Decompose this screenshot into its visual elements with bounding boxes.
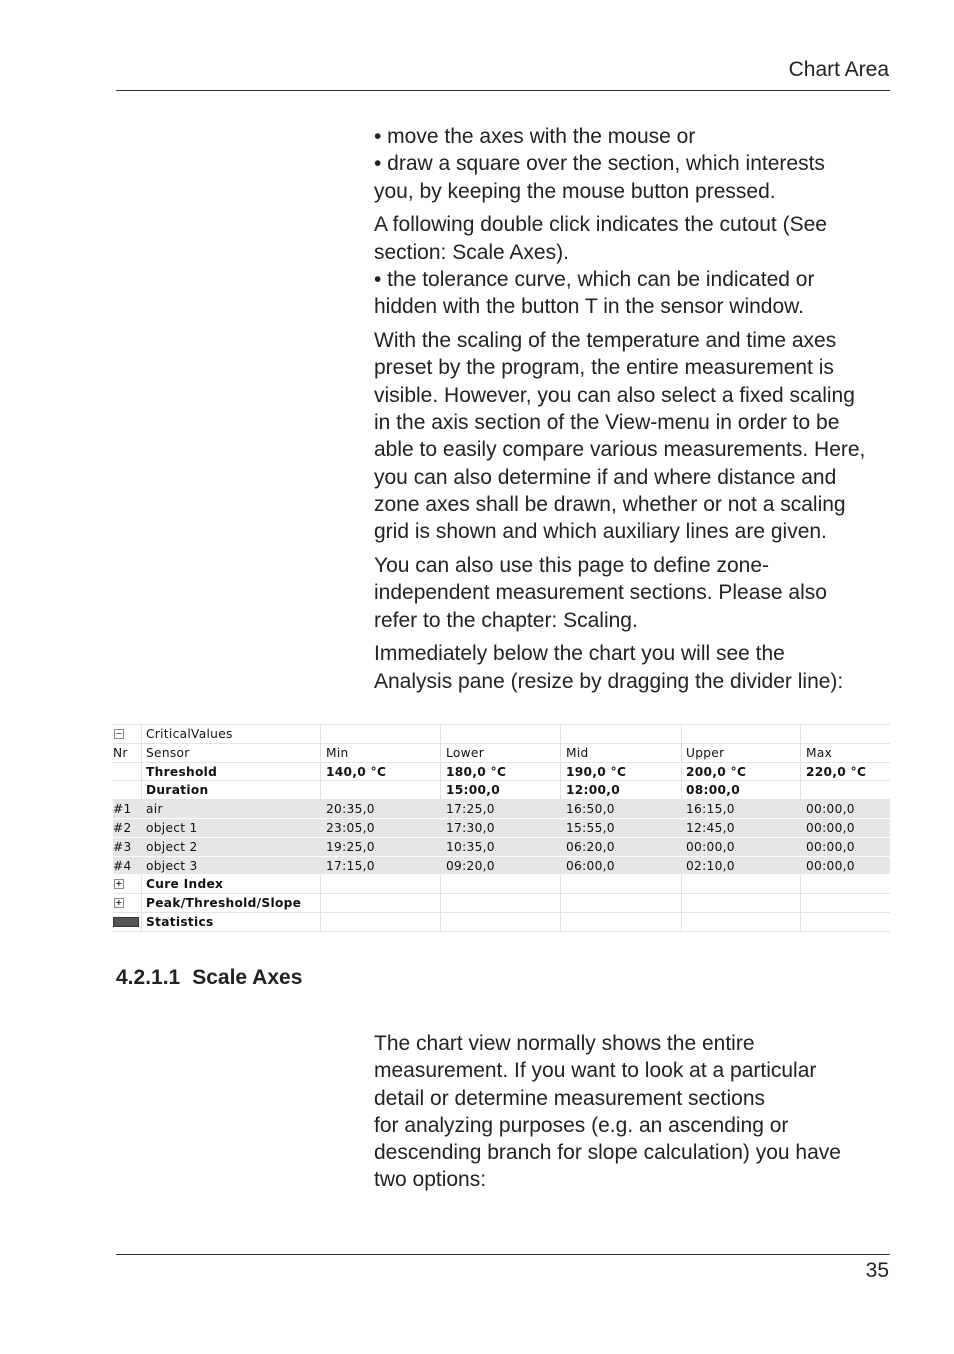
text-line: you, by keeping the mouse button pressed.	[374, 179, 776, 203]
table-cell: 00:00,0	[806, 839, 855, 854]
paragraph	[374, 640, 894, 695]
expand-icon[interactable]: +	[115, 898, 123, 908]
section-number: 4.2.1.1	[116, 966, 181, 989]
paragraph	[374, 552, 894, 634]
column-header[interactable]: Upper	[686, 745, 725, 760]
table-cell: 23:05,0	[326, 820, 375, 835]
column-header[interactable]: Max	[806, 745, 833, 760]
table-cell: 17:25,0	[446, 802, 495, 817]
table-cell: 200,0 °C	[686, 764, 747, 779]
column-header-row	[113, 744, 890, 763]
table-row[interactable]	[113, 819, 890, 838]
table-cell: object 1	[146, 820, 198, 835]
table-cell: 220,0 °C	[806, 764, 867, 779]
table-cell: 20:35,0	[326, 802, 375, 817]
collapse-icon[interactable]: −	[115, 729, 123, 738]
group-label: Peak/Threshold/Slope	[146, 896, 302, 911]
text-line: in the axis section of the View-menu in order to be	[374, 410, 840, 434]
page-number: 35	[865, 1259, 889, 1282]
footer-rule	[116, 1254, 890, 1255]
text-line: grid is shown and which auxiliary lines are given.	[374, 520, 827, 544]
paragraph	[374, 211, 894, 320]
group-label: Cure Index	[146, 877, 224, 892]
expand-icon[interactable]	[113, 917, 139, 927]
table-cell: 08:00,0	[686, 783, 741, 798]
text-line: With the scaling of the temperature and time axes	[374, 329, 837, 353]
duration-row	[113, 781, 890, 800]
table-cell: object 3	[146, 858, 198, 873]
text-line: You can also use this page to define zone-	[374, 553, 770, 577]
text-line: visible. However, you can also select a fixed scaling	[374, 383, 855, 407]
table-cell: 180,0 °C	[446, 764, 507, 779]
group-row-cure-index[interactable]	[113, 875, 890, 894]
nr-header: Nr	[113, 745, 128, 760]
column-header[interactable]: Lower	[446, 745, 485, 760]
text-line: hidden with the button T in the sensor window.	[374, 295, 805, 319]
body-text-bottom	[374, 1030, 894, 1194]
table-cell: 10:35,0	[446, 839, 495, 854]
text-line: • draw a square over the section, which interests	[374, 152, 825, 176]
column-header[interactable]: Mid	[566, 745, 589, 760]
text-line: A following double click indicates the cutout (See	[374, 213, 827, 237]
threshold-row	[113, 763, 890, 782]
paragraph	[374, 327, 894, 545]
group-label: Statistics	[146, 914, 214, 929]
expand-icon[interactable]: +	[115, 879, 123, 889]
row-number: #2	[113, 820, 132, 835]
table-cell: 09:20,0	[446, 858, 495, 873]
table-cell: 15:55,0	[566, 820, 615, 835]
text-line: Immediately below the chart you will see the	[374, 642, 785, 666]
table-cell: Threshold	[146, 764, 218, 779]
table-row[interactable]	[113, 857, 890, 876]
text-line: measurement. If you want to look at a particular	[374, 1059, 817, 1083]
group-row-peak-threshold-slope[interactable]	[113, 894, 890, 913]
row-number: #3	[113, 839, 132, 854]
table-row[interactable]	[113, 800, 890, 819]
group-row-critical-values[interactable]	[113, 724, 890, 744]
table-cell: 16:50,0	[566, 802, 615, 817]
text-line: descending branch for slope calculation) you have	[374, 1141, 841, 1165]
table-row[interactable]	[113, 838, 890, 857]
header-rule	[116, 90, 890, 91]
header-title: Chart Area	[788, 58, 889, 81]
text-line: refer to the chapter: Scaling.	[374, 608, 638, 632]
text-line: able to easily compare various measurements. Here,	[374, 438, 866, 462]
table-cell: air	[146, 802, 163, 817]
table-cell: 17:15,0	[326, 858, 375, 873]
table-cell: 19:25,0	[326, 839, 375, 854]
column-header[interactable]: Min	[326, 745, 349, 760]
text-line: • move the axes with the mouse or	[374, 125, 696, 148]
table-cell: 02:10,0	[686, 858, 735, 873]
table-cell: 190,0 °C	[566, 764, 627, 779]
text-line: independent measurement sections. Please also	[374, 581, 827, 605]
analysis-pane	[113, 724, 890, 932]
table-cell: 12:45,0	[686, 820, 735, 835]
text-line: detail or determine measurement sections	[374, 1086, 766, 1110]
text-line: section: Scale Axes).	[374, 240, 569, 264]
text-line: Analysis pane (resize by dragging the divider line):	[374, 669, 844, 693]
table-cell: 00:00,0	[806, 858, 855, 873]
table-cell: 06:00,0	[566, 858, 615, 873]
table-cell: 06:20,0	[566, 839, 615, 854]
text-line: for analyzing purposes (e.g. an ascending or	[374, 1113, 789, 1137]
text-line: you can also determine if and where distance and	[374, 465, 837, 489]
table-cell: 00:00,0	[686, 839, 735, 854]
group-label: CriticalValues	[146, 727, 233, 741]
text-line: The chart view normally shows the entire	[374, 1032, 755, 1055]
table-cell: object 2	[146, 839, 198, 854]
table-cell: 00:00,0	[806, 820, 855, 835]
table-cell: 17:30,0	[446, 820, 495, 835]
row-number: #1	[113, 802, 132, 817]
table-cell: 140,0 °C	[326, 764, 387, 779]
body-text-top	[374, 123, 894, 701]
row-number: #4	[113, 858, 132, 873]
table-cell: 12:00,0	[566, 783, 621, 798]
table-cell: 15:00,0	[446, 783, 501, 798]
column-header[interactable]: Sensor	[146, 745, 190, 760]
table-cell: 00:00,0	[806, 802, 855, 817]
group-row-statistics[interactable]	[113, 913, 890, 932]
section-title: Scale Axes	[192, 966, 303, 989]
paragraph	[374, 123, 894, 205]
table-cell: 16:15,0	[686, 802, 735, 817]
table-cell: Duration	[146, 783, 209, 798]
text-line: • the tolerance curve, which can be indicated or	[374, 267, 815, 291]
text-line: two options:	[374, 1168, 487, 1192]
text-line: preset by the program, the entire measurement is	[374, 356, 834, 380]
text-line: zone axes shall be drawn, whether or not a scaling	[374, 492, 846, 516]
section-heading	[116, 966, 302, 990]
